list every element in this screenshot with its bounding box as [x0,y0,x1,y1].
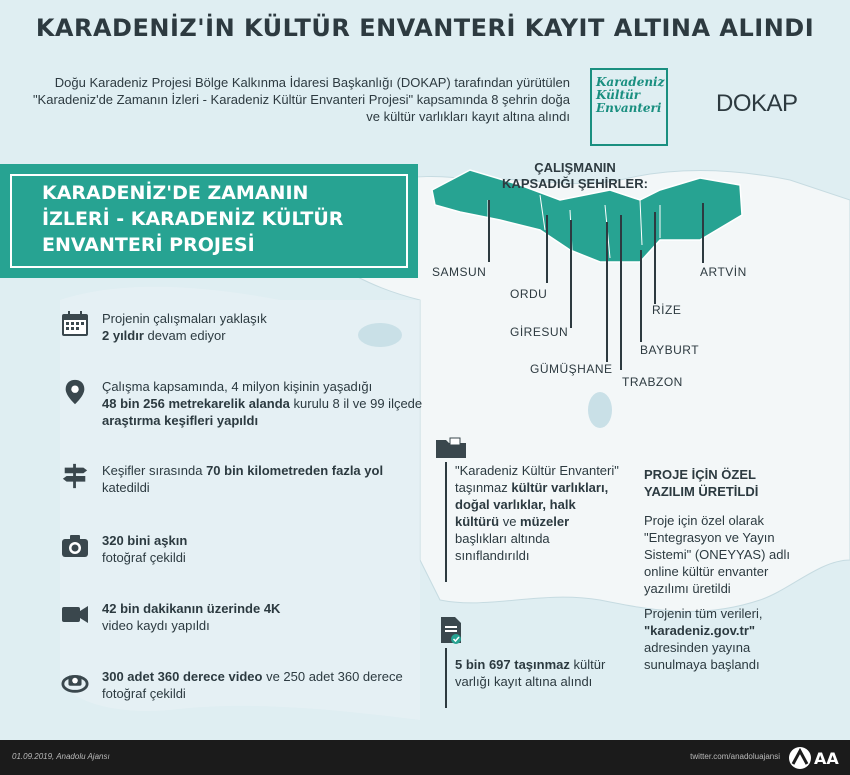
camera-icon [60,532,90,560]
ordu-leader [546,215,548,283]
website-text: Projenin tüm verileri, "karadeniz.gov.tr" adresinden yayına sunulmaya başlandı [644,606,763,672]
giresun-leader [570,220,572,328]
footer-bar [0,740,850,775]
signpost-icon [60,462,90,490]
city-gumushane: GÜMÜŞHANE [530,362,613,376]
video-camera-icon [60,600,90,628]
classification-text: "Karadeniz Kültür Envanteri" taşınmaz kültür varlıkları, doğal varlıklar, halk kültürü ve müzeler başlıkları altında sınıflandırıldı [455,463,619,563]
city-giresun: GİRESUN [510,325,569,339]
rize-leader [654,212,656,304]
bayburt-leader [640,250,642,342]
aa-logo: AA [788,743,838,773]
calendar-icon [60,310,90,338]
footer-date: 01.09.2019, Anadolu Ajansı [12,752,110,761]
software-heading: PROJE İÇİN ÖZEL YAZILIM ÜRETİLDİ [644,467,759,499]
dokap-logo: DOKAP [716,90,798,117]
folder-icon [434,436,468,460]
360-camera-icon [60,668,90,696]
project-title: KARADENİZ'DE ZAMANIN İZLERİ - KARADENİZ KÜLTÜR ENVANTERİ PROJESİ [42,182,344,256]
city-artvin: ARTVİN [700,265,747,279]
city-samsun: SAMSUN [432,265,487,279]
gumushane-leader [606,222,608,362]
samsun-leader [488,200,490,262]
aa-circle-icon [788,746,812,770]
trabzon-leader [620,215,622,370]
artvin-leader [702,203,704,263]
document-check-icon [438,615,464,645]
location-pin-icon [60,378,90,406]
city-rize: RİZE [652,303,682,317]
city-ordu: ORDU [510,287,548,301]
city-trabzon: TRABZON [622,375,683,389]
registered-text: 5 bin 697 taşınmaz kültür varlığı kayıt altına alındı [455,657,606,689]
software-text: Proje için özel olarak "Entegrasyon ve Yayın Sistemi" (ONEYYAS) adlı online kültür envanter yazılımı üretildi [644,513,790,596]
scope-title: ÇALIŞMANIN KAPSADIĞI ŞEHİRLER: [502,160,648,191]
city-bayburt: BAYBURT [640,343,700,357]
project-title-panel [0,164,418,278]
footer-web[interactable]: twitter.com/anadoluajansi [690,752,780,761]
project-logo: Karadeniz Kültür Envanteri [590,68,668,146]
page-title: KARADENİZ'İN KÜLTÜR ENVANTERİ KAYIT ALTINA ALINDI [35,14,815,42]
intro-text: Doğu Karadeniz Projesi Bölge Kalkınma İdaresi Başkanlığı (DOKAP) tarafından yürütülen "Karadeniz'de Zamanın İzleri - Karadeniz Kültür Envanteri Projesi" kapsamında 8 şehrin doğa ve kültür varlıkları kayıt altına alındı [32,75,570,124]
